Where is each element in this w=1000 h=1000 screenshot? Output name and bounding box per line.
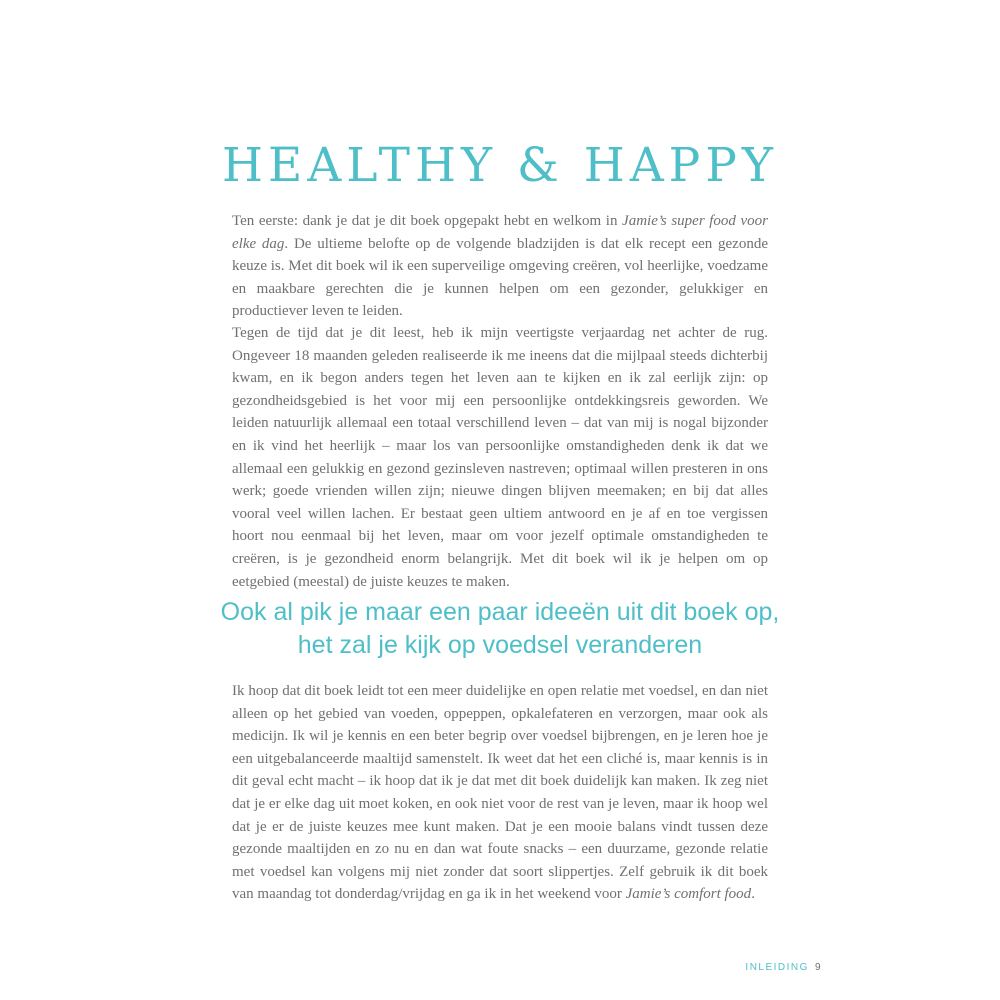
hope-paragraph	[232, 680, 768, 906]
intro-text-end: . De ultieme belofte op de volgende bladzijden is dat elk recept een gezonde keuze is. Met dit boek wil ik een superveilige omgeving creëren, vol heerlijke, voedzame en maakbare gerechten die je kunnen helpen om een gezonder, gelukkiger en productiever leven te leiden.	[232, 235, 768, 320]
page-title: HEALTHY & HAPPY	[222, 138, 778, 193]
intro-text-start: Ten eerste: dank je dat je dit boek opgepakt hebt en welkom in	[232, 213, 623, 229]
comfort-food-italic: Jamie’s comfort food	[625, 886, 752, 903]
pull-quote	[200, 596, 800, 662]
book-title-italic: Jamie’s super food voor elke dag	[232, 213, 768, 252]
birthday-paragraph: Tegen de tijd dat je dit leest, heb ik mijn veertigste verjaardag net achter de rug. Ongeveer 18 maanden geleden realiseerde ik me ineens dat die mijlpaal steeds dichterbij kwam, en ik begon anders tegen het leven aan te kijken en ik zal eerlijk zijn: op gezondheidsgebied is het voor mij een persoonlijke ontdekkingsreis geworden. We leiden natuurlijk allemaal een totaal verschillend leven – dat van mij is nogal bijzonder en ik vind het heerlijk – maar los van persoonlijke omstandigheden denk ik dat we allemaal een gelukkig en gezond gezinsleven nastreven; optimaal willen presteren in ons werk; goede vrienden willen zijn; nieuwe dingen blijven meemaken; en bij dat alles vooral veel willen lachen. Er bestaat geen ultiem antwoord en je af en toe vergissen hoort nou eenmaal bij het leven, maar om voor jezelf optimale omstandigheden te creëren, is je gezondheid enorm belangrijk. Met dit boek wil ik je helpen om op eetgebied (meestal) de juiste keuzes te maken.	[232, 325, 768, 590]
pull-quote-line-1: Ook al pik je maar een paar ideeën uit dit boek op,	[220, 598, 780, 626]
section-label: INLEIDING	[745, 962, 809, 973]
hope-text-start: Ik hoop dat dit boek leidt tot een meer duidelijke en open relatie met voedsel, en dan niet alleen op het gebied van voeden, oppeppen, opkalefateren en verzorgen, maar ook als medicijn. Ik wil je kennis en een beter begrip over voedsel bijbrengen, en je leren hoe je een uitgebalanceerde maaltijd samenstelt. Ik weet dat het een cliché is, maar kennis is in dit geval echt macht – ik hoop dat ik je dat met dit boek duidelijk kan maken. Ik zeg niet dat je er elke dag uit moet koken, en ook niet voor de rest van je leven, maar ik hoop wel dat je er de juiste keuzes mee kunt maken. Dat je een mooie balans vindt tussen deze gezonde maaltijden en zo nu en dan wat foute snacks – een duurzame, gezonde relatie met voedsel kan volgens mij niet zonder dat soort slippertjes. Zelf gebruik ik dit boek van maandag tot donderdag/vrijdag en ga ik in het weekend voor	[232, 683, 768, 903]
pull-quote-line-2: het zal je kijk op voedsel veranderen	[297, 631, 703, 659]
page-number: 9	[814, 962, 822, 973]
page-footer	[745, 962, 822, 973]
hope-text-end: .	[751, 886, 755, 903]
intro-paragraph	[232, 210, 768, 323]
